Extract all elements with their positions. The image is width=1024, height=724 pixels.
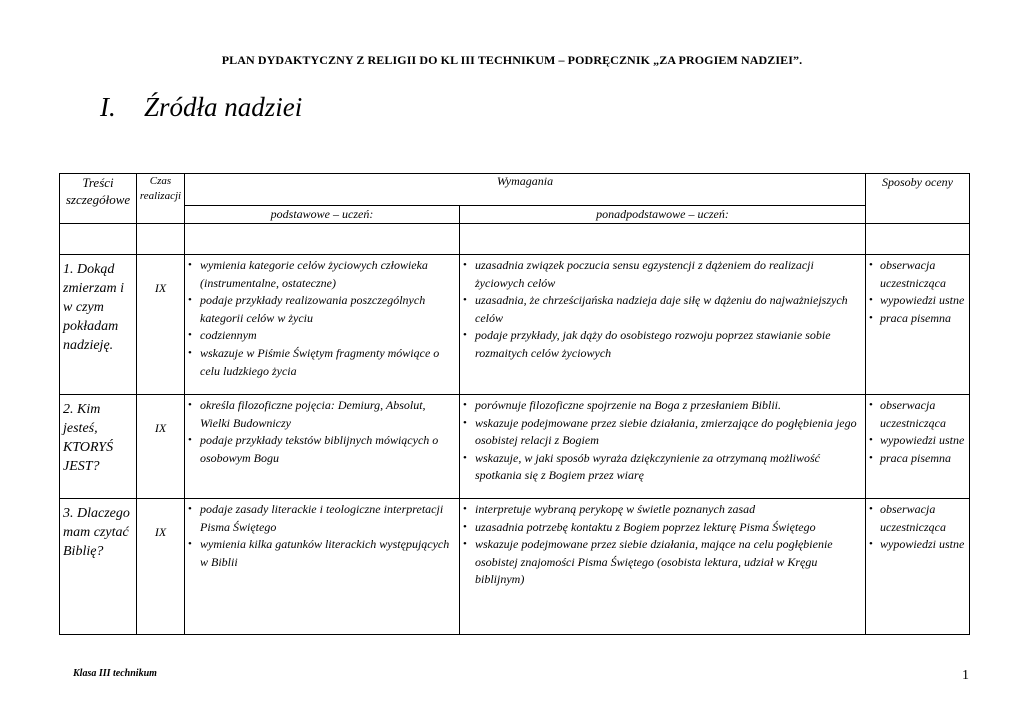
list-item <box>866 310 966 328</box>
list-item-text: praca pisemna <box>880 310 952 325</box>
ponadpodstawowe-list <box>460 499 865 589</box>
czas-cell: IX <box>137 255 185 395</box>
list-item-text: codziennym <box>200 328 257 343</box>
bullet-icon: • <box>188 329 192 342</box>
list-item-text: wymienia kilka gatunków literackich występujących w Biblii <box>200 537 450 569</box>
ponadpodstawowe-list <box>460 395 865 485</box>
list-item <box>866 536 966 554</box>
list-item-text: podaje przykłady realizowania poszczególnych kategorii celów w życiu <box>200 293 426 325</box>
podstawowe-list <box>185 255 459 380</box>
list-item <box>185 501 456 536</box>
list-item-text: wskazuje w Piśmie Świętym fragmenty mówiące o celu ludzkiego życia <box>200 345 440 378</box>
list-item <box>866 450 966 468</box>
list-item <box>460 519 862 537</box>
list-item <box>185 345 456 380</box>
ponadpodstawowe-cell <box>460 255 866 395</box>
list-item-text: wypowiedzi ustne <box>880 293 965 308</box>
ponadpodstawowe-cell <box>460 499 866 635</box>
topic-cell: 3. Dlaczego mam czytać Biblię? <box>60 499 137 635</box>
bullet-icon: • <box>463 538 467 551</box>
sposoby-list <box>866 255 969 327</box>
list-item-text: obserwacja uczestnicząca <box>880 398 946 430</box>
list-item-text: wskazuje, w jaki sposób wyraża dziękczynienie za otrzymaną możliwość spotkania się z Bogiem przez wiarę <box>475 450 820 483</box>
table-row <box>60 395 970 499</box>
list-item <box>866 432 966 450</box>
podstawowe-cell <box>185 499 460 635</box>
bullet-icon: • <box>188 399 192 411</box>
header-spacer-row <box>60 224 970 255</box>
list-item-text: uzasadnia związek poczucia sensu egzystencji z dążeniem do realizacji życiowych celów <box>475 258 814 290</box>
list-item-text: wskazuje podejmowane przez siebie działania, mające na celu pogłębienie osobistej znajomości Pisma Świętego (osobista lektura, udział w Kręgu biblijnym) <box>475 537 833 587</box>
list-item <box>460 257 862 292</box>
table-row <box>60 499 970 635</box>
header-wymagania: Wymagania <box>185 174 866 206</box>
bullet-icon: • <box>463 329 467 342</box>
list-item <box>185 327 456 345</box>
list-item-text: porównuje filozoficzne spojrzenie na Boga z przesłaniem Biblii. <box>475 398 781 412</box>
list-item-text: interpretuje wybraną perykopę w świetle poznanych zasad <box>475 502 756 516</box>
header-tresci: Treści szczegółowe <box>60 174 137 224</box>
list-item-text: obserwacja uczestnicząca <box>880 258 946 290</box>
bullet-icon: • <box>463 399 467 411</box>
bullet-icon: • <box>463 416 467 429</box>
section-heading <box>100 92 302 123</box>
sposoby-list <box>866 499 969 554</box>
topic-cell: 1. Dokąd zmierzam i w czym pokładam nadzieję. <box>60 255 137 395</box>
list-item-text: wypowiedzi ustne <box>880 433 965 448</box>
sposoby-list <box>866 395 969 467</box>
podstawowe-list <box>185 395 459 467</box>
bullet-icon: • <box>463 294 467 307</box>
topic-cell: 2. Kim jesteś, KTORYŚ JEST? <box>60 395 137 499</box>
podstawowe-cell <box>185 395 460 499</box>
list-item <box>866 501 966 536</box>
list-item <box>185 397 456 432</box>
list-item <box>460 397 862 415</box>
bullet-icon: • <box>869 399 873 411</box>
sposoby-cell <box>866 499 970 635</box>
list-item <box>460 415 862 450</box>
bullet-icon: • <box>188 259 192 271</box>
list-item-text: praca pisemna <box>880 450 952 465</box>
list-item-text: obserwacja uczestnicząca <box>880 502 946 534</box>
header-sposoby: Sposoby oceny <box>866 174 970 224</box>
page-number: 1 <box>962 668 969 683</box>
bullet-icon: • <box>869 294 873 307</box>
ponadpodstawowe-list <box>460 255 865 363</box>
bullet-icon: • <box>869 311 873 324</box>
list-item-text: podaje przykłady, jak dąży do osobistego rozwoju poprzez stawianie sobie rozmaitych celów życiowych <box>475 328 831 360</box>
footer-class-label: Klasa III technikum <box>73 668 157 679</box>
bullet-icon: • <box>188 538 192 551</box>
list-item <box>460 292 862 327</box>
list-item-text: uzasadnia potrzebę kontaktu z Bogiem poprzez lekturę Pisma Świętego <box>475 519 816 534</box>
list-item <box>185 292 456 327</box>
table-row <box>60 255 970 395</box>
bullet-icon: • <box>869 434 873 447</box>
bullet-icon: • <box>869 259 873 271</box>
ponadpodstawowe-cell <box>460 395 866 499</box>
list-item-text: podaje przykłady tekstów biblijnych mówiących o osobowym Bogu <box>200 433 439 465</box>
header-ponadpodstawowe: ponadpodstawowe – uczeń: <box>460 206 866 224</box>
header-czas: Czas realizacji <box>137 174 185 224</box>
list-item <box>460 536 862 589</box>
bullet-icon: • <box>463 503 467 515</box>
list-item <box>185 432 456 467</box>
podstawowe-cell <box>185 255 460 395</box>
document-title: PLAN DYDAKTYCZNY Z RELIGII DO KL III TECHNIKUM – PODRĘCZNIK „ZA PROGIEM NADZIEI”. <box>221 53 803 67</box>
table-body <box>60 255 970 635</box>
sposoby-cell <box>866 255 970 395</box>
plan-table <box>59 173 970 635</box>
section-title: Źródła nadziei <box>144 92 303 122</box>
list-item <box>866 257 966 292</box>
czas-cell: IX <box>137 395 185 499</box>
bullet-icon: • <box>188 503 192 515</box>
list-item <box>185 257 456 292</box>
list-item <box>460 327 862 362</box>
list-item <box>866 397 966 432</box>
header-podstawowe: podstawowe – uczeń: <box>185 206 460 224</box>
list-item <box>866 292 966 310</box>
podstawowe-list <box>185 499 459 571</box>
czas-cell: IX <box>137 499 185 635</box>
bullet-icon: • <box>188 346 192 359</box>
list-item <box>460 501 862 519</box>
list-item <box>460 450 862 485</box>
bullet-icon: • <box>869 503 873 515</box>
list-item-text: wskazuje podejmowane przez siebie działania, zmierzające do pogłębienia jego osobistej relacji z Bogiem <box>475 415 857 448</box>
bullet-icon: • <box>463 451 467 464</box>
bullet-icon: • <box>188 434 192 447</box>
bullet-icon: • <box>869 451 873 464</box>
list-item-text: uzasadnia, że chrześcijańska nadzieja daje siłę w dążeniu do najważniejszych celów <box>475 293 848 325</box>
list-item-text: podaje zasady literackie i teologiczne interpretacji Pisma Świętego <box>200 502 444 534</box>
bullet-icon: • <box>188 294 192 307</box>
list-item <box>185 536 456 571</box>
list-item-text: wymienia kategorie celów życiowych człowieka (instrumentalne, ostateczne) <box>200 258 428 290</box>
list-item-text: wypowiedzi ustne <box>880 537 965 552</box>
list-item-text: określa filozoficzne pojęcia: Demiurg, Absolut, Wielki Budowniczy <box>200 398 426 430</box>
sposoby-cell <box>866 395 970 499</box>
bullet-icon: • <box>869 538 873 551</box>
bullet-icon: • <box>463 259 467 271</box>
bullet-icon: • <box>463 520 467 533</box>
section-number: I. <box>100 92 116 122</box>
